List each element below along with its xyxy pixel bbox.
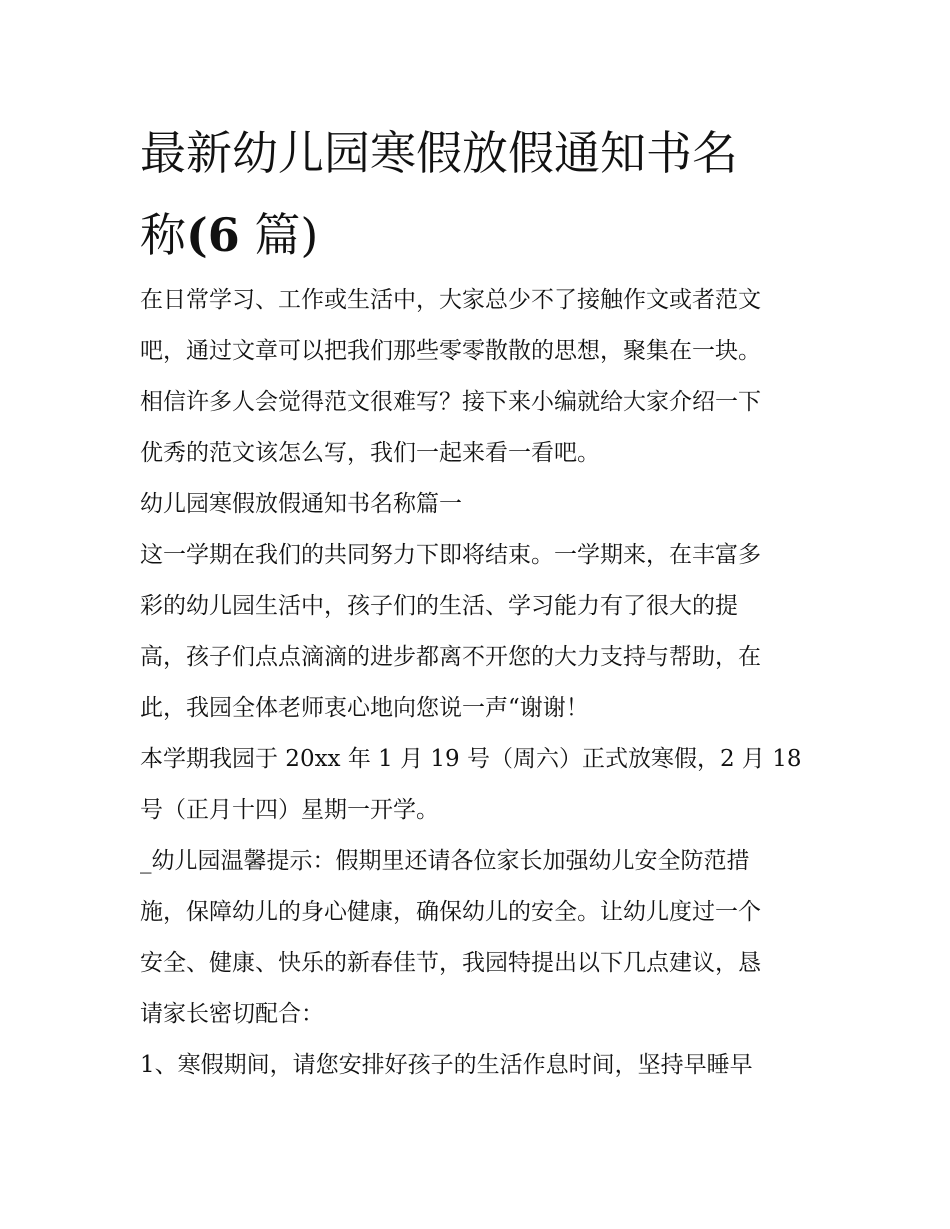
document-body	[140, 275, 840, 1091]
body-line: 吧，通过文章可以把我们那些零零散散的思想，聚集在一块。	[140, 338, 761, 364]
section-heading: 幼儿园寒假放假通知书名称篇一	[140, 491, 462, 517]
document-title	[140, 112, 820, 276]
body-line: _幼儿园温馨提示：假期里还请各位家长加强幼儿安全防范措	[140, 848, 750, 874]
body-line: 相信许多人会觉得范文很难写？接下来小编就给大家介绍一下	[140, 389, 761, 415]
body-line: 此，我园全体老师衷心地向您说一声“谢谢！	[140, 695, 589, 721]
body-line: 彩的幼儿园生活中，孩子们的生活、学习能力有了很大的提	[140, 593, 738, 619]
body-line: 号（正月十四）星期一开学。	[140, 797, 439, 823]
body-line: 本学期我园于 20xx 年 1 月 19 号（周六）正式放寒假，2 月 18	[140, 746, 802, 772]
body-line: 在日常学习、工作或生活中，大家总少不了接触作文或者范文	[140, 287, 761, 313]
title-line-2	[140, 194, 820, 276]
title-line-2-number: (6	[186, 208, 240, 262]
body-line: 安全、健康、快乐的新春佳节，我园特提出以下几点建议，恳	[140, 950, 761, 976]
title-line-2-suffix: 篇)	[239, 208, 319, 262]
title-line-1: 最新幼儿园寒假放假通知书名	[140, 126, 738, 180]
body-line: 高，孩子们点点滴滴的进步都离不开您的大力支持与帮助，在	[140, 644, 761, 670]
body-line: 优秀的范文该怎么写，我们一起来看一看吧。	[140, 440, 600, 466]
title-line-2-prefix: 称	[140, 208, 186, 262]
body-line: 请家长密切配合：	[140, 1001, 324, 1027]
body-line: 这一学期在我们的共同努力下即将结束。一学期来，在丰富多	[140, 542, 761, 568]
body-line: 施，保障幼儿的身心健康，确保幼儿的安全。让幼儿度过一个	[140, 899, 761, 925]
body-line: 1、寒假期间，请您安排好孩子的生活作息时间，坚持早睡早	[140, 1052, 753, 1078]
